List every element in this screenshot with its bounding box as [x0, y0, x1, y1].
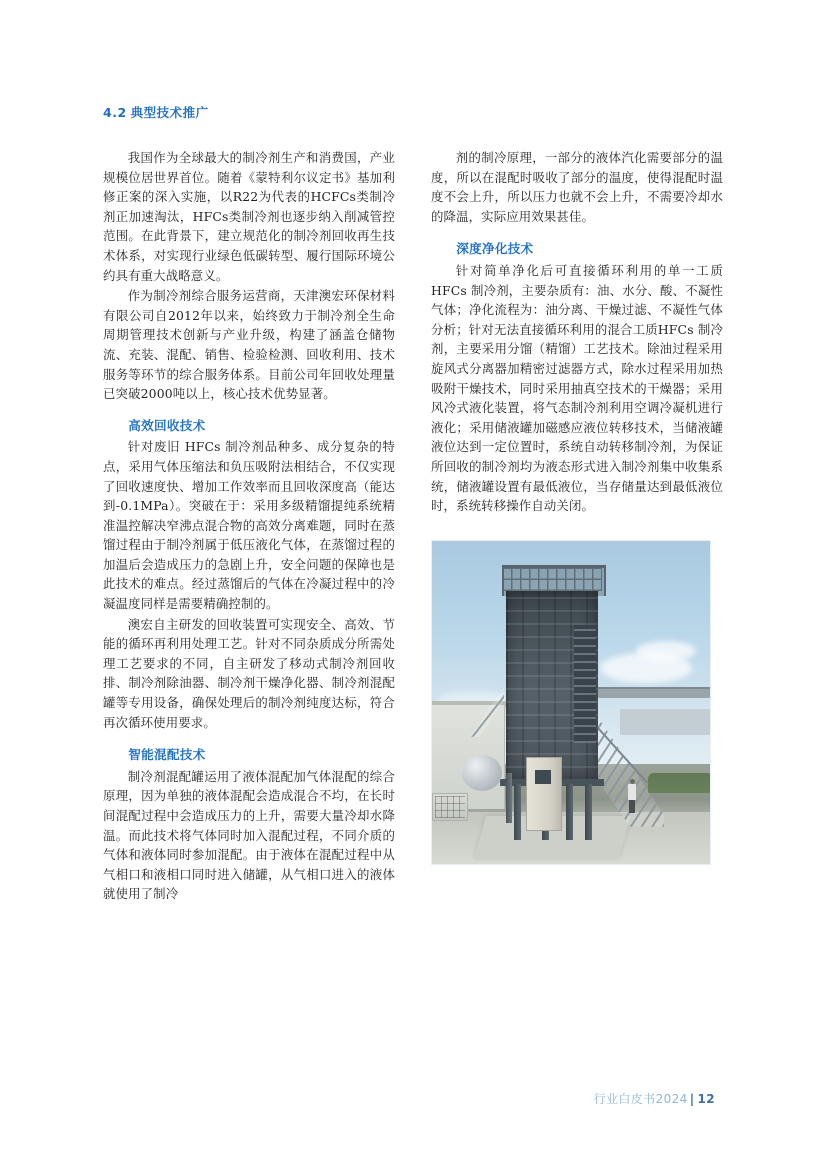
footer-document-title: 行业白皮书2024 — [593, 1092, 688, 1106]
tower-grating — [574, 625, 596, 743]
support-leg — [585, 784, 592, 840]
worker-figure — [628, 779, 636, 813]
subsection-heading-deep-purification: 深度净化技术 — [456, 241, 534, 257]
subsection-heading-intelligent-blending: 智能混配技术 — [128, 747, 206, 763]
tower-railing — [502, 565, 602, 591]
paragraph: 澳宏自主研发的回收装置可实现安全、高效、节能的循环再利用处理工艺。针对不同杂质成分所需处理工艺要求的不同，自主研发了移动式制冷剂回收排、制冷剂除油器、制冷剂干燥净化器、制冷剂混配罐等专用设备，确保处理后的制冷剂纯度达标，符合再次循环使用要求。 — [103, 616, 395, 730]
section-title: 典型技术推广 — [130, 105, 209, 120]
section-heading — [103, 103, 209, 121]
right-column — [431, 148, 723, 1088]
support-leg — [514, 784, 521, 840]
facility-photo-image — [432, 541, 710, 864]
paragraph: 制冷剂混配罐运用了液体混配加气体混配的综合原理，因为单独的液体混配会造成混合不均，在长时间混配过程中会造成压力的上升，需要大量冷却水降温。而此技术将气体同时加入混配过程，不同介质的气体和液体同时参加混配。由于液体在混配过程中从气相口和液相口同时进入储罐，从气相口进入的液体就使用了制冷 — [103, 768, 395, 902]
page-footer — [594, 1090, 715, 1107]
worker-legs — [629, 800, 635, 813]
cloud-shape — [636, 641, 696, 661]
spherical-tank — [462, 755, 502, 791]
worker-torso — [628, 784, 636, 800]
tower-body — [506, 591, 598, 781]
section-number: 4.2 — [103, 105, 127, 120]
footer-page-number: 12 — [697, 1092, 715, 1106]
paragraph: 针对废旧 HFCs 制冷剂品种多、成分复杂的特点，采用气体压缩法和负压吸附法相结合，不仅实现了回收速度快、增加工作效率而且回收深度高（能达到-0.1MPa）。突破在于：采用多级精馏提纯系统精准温控解决窄沸点混合物的高效分离难题，同时在蒸馏过程由于制冷剂属于低压液化气体，在蒸馏过程的加温后会造成压力的急剧上升，安全问题的保障也是此技术的难点。经过蒸馏后的气体在冷凝过程中的冷凝温度同样是需要精确控制的。 — [103, 439, 395, 612]
process-pipe — [506, 773, 512, 823]
left-column — [103, 148, 395, 1088]
paragraph: 我国作为全球最大的制冷剂生产和消费国，产业规模位居世界首位。随着《蒙特利尔议定书》基加利修正案的深入实施，以R22为代表的HCFCs类制冷剂正加速淘汰，HFCs类制冷剂也逐步纳入削减管控范围。在此背景下，建立规范化的制冷剂回收再生技术体系，对实现行业绿色低碳转型、履行国际环境公约具有重大战略意义。 — [103, 150, 395, 283]
paragraph: 作为制冷剂综合服务运营商，天津澳宏环保材料有限公司自2012年以来，始终致力于制冷剂全生命周期管理技术创新与产业升级，构建了涵盖仓储物流、充装、混配、销售、检验检测、回收利用、技术服务等环节的综合服务体系。目前公司年回收处理量已突破2000吨以上，核心技术优势显著。 — [103, 288, 395, 402]
subsection-heading-high-efficiency-recovery: 高效回收技术 — [128, 417, 206, 433]
support-leg — [566, 784, 573, 840]
paragraph: 剂的制冷原理，一部分的液体汽化需要部分的温度，所以在混配时吸收了部分的温度，使得混配时温度不会上升，所以压力也就不会上升，不需要冷却水的降温，实际应用效果甚佳。 — [431, 150, 723, 224]
storage-totes — [432, 793, 468, 821]
paragraph: 针对简单净化后可直接循环利用的单一工质HFCs 制冷剂，主要杂质有：油、水分、酸、不凝性气体；净化流程为：油分离、干燥过滤、不凝性气体分析；针对无法直接循环利用的混合工质HFCs 制冷剂，主要采用分馏（精馏）工艺技术。除油过程采用旋风式分离器加精密过滤器方式，除水过程采用加热吸附干燥技术，同时采用抽真空技术的干燥器；采用风冷式液化装置，将气态制冷剂利用空调冷凝机进行液化；采用储液罐加磁感应液位转移技术，当储液罐液位达到一定位置时，系统自动转移制冷剂，为保证所回收的制冷剂均为液态形式进入制冷剂集中收集系统，储液罐设置有最低液位，当存储量达到最低液位时，系统转移操作自动关闭。 — [431, 262, 723, 514]
footer-separator: | — [689, 1092, 695, 1106]
two-column-body — [103, 148, 724, 1088]
facility-photo — [431, 540, 711, 865]
control-cabinet — [526, 757, 562, 831]
